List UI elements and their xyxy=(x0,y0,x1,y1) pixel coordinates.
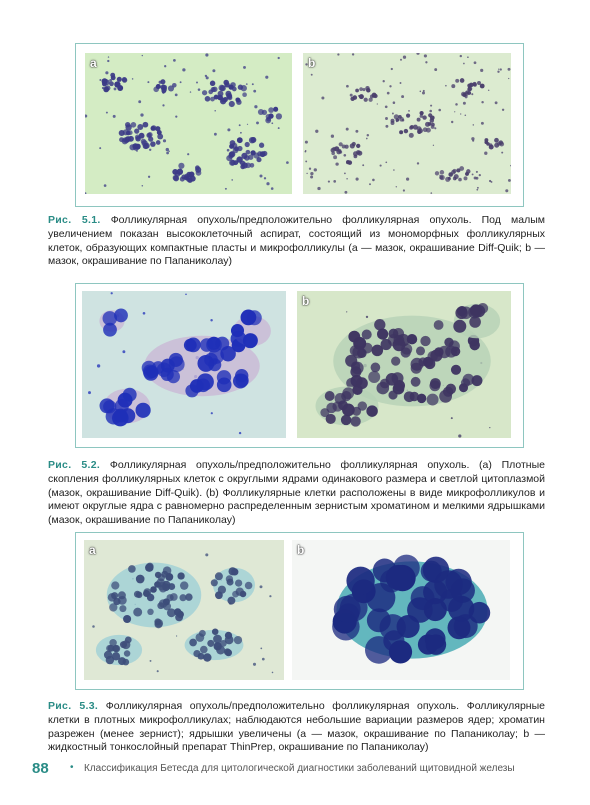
page-footer xyxy=(32,760,562,778)
micrograph-5-3-b-image xyxy=(292,540,510,680)
footer-bullet: • xyxy=(70,762,74,773)
figure-5-3-caption-text: Фолликулярная опухоль/предположительно фолликулярная опухоль. Фолликулярные клетки в плотных микрофолликулах; наблюдаются небольшие вариации размеров ядер; хроматин разрежен (менее зернист); ядрышки увеличены (a — мазок, окрашивание по Папаниколау; b — жидкостный тонкослойный препарат ThinPrep, окрашивание по Папаниколау) xyxy=(48,700,545,754)
figure-5-3-panel-a xyxy=(84,540,284,680)
figure-5-1-caption xyxy=(48,214,545,269)
panel-label: b xyxy=(297,543,305,557)
micrograph-5-2-b-image xyxy=(297,291,511,438)
figure-5-2-panel-b xyxy=(297,291,511,438)
figure-5-1-panel-b xyxy=(303,53,511,194)
figure-5-3-caption-label: Рис. 5.3. xyxy=(48,700,99,712)
figure-5-2-panel-a xyxy=(82,291,286,438)
figure-5-3-caption xyxy=(48,700,545,755)
figure-5-2-caption xyxy=(48,459,545,528)
figure-5-1-caption-text: Фолликулярная опухоль/предположительно фолликулярная опухоль. Под малым увеличением показан высококлеточный аспират, состоящий из мономорфных фолликулярных клеток, образующих компактные пласты и микрофолликулы (a — мазок, окрашивание Diff-Quik; b — мазок, окрашивание по Папаниколау) xyxy=(48,214,545,268)
page-number: 88 xyxy=(32,760,49,777)
figure-5-1-panel-a xyxy=(85,53,292,194)
running-title: Классификация Бетесда для цитологической диагностики заболеваний щитовидной железы xyxy=(84,763,515,774)
figure-5-1-caption-label: Рис. 5.1. xyxy=(48,214,101,226)
micrograph-5-1-a-image xyxy=(85,53,292,194)
figure-5-2-caption-text: Фолликулярная опухоль/предположительно фолликулярная опухоль. (a) Плотные скопления фолликулярных клеток с округлыми ядрами одинакового размера и светлой цитоплазмой (мазок, окрашивание Diff-Quik). (b) Фолликулярные клетки расположены в виде микрофолликулов и имеют округлые ядра с равномерно распределенным зернистым хроматином и мелкими ядрышками (мазок, окрашивание по Папаниколау) xyxy=(48,459,545,527)
figure-5-3-panel-b xyxy=(292,540,510,680)
panel-label: a xyxy=(89,543,96,557)
figure-5-2-caption-label: Рис. 5.2. xyxy=(48,459,101,471)
micrograph-5-2-a-image xyxy=(82,291,286,438)
micrograph-5-1-b-image xyxy=(303,53,511,194)
panel-label: a xyxy=(90,56,97,70)
panel-label: b xyxy=(308,56,316,70)
micrograph-5-3-a-image xyxy=(84,540,284,680)
panel-label: b xyxy=(302,294,310,308)
